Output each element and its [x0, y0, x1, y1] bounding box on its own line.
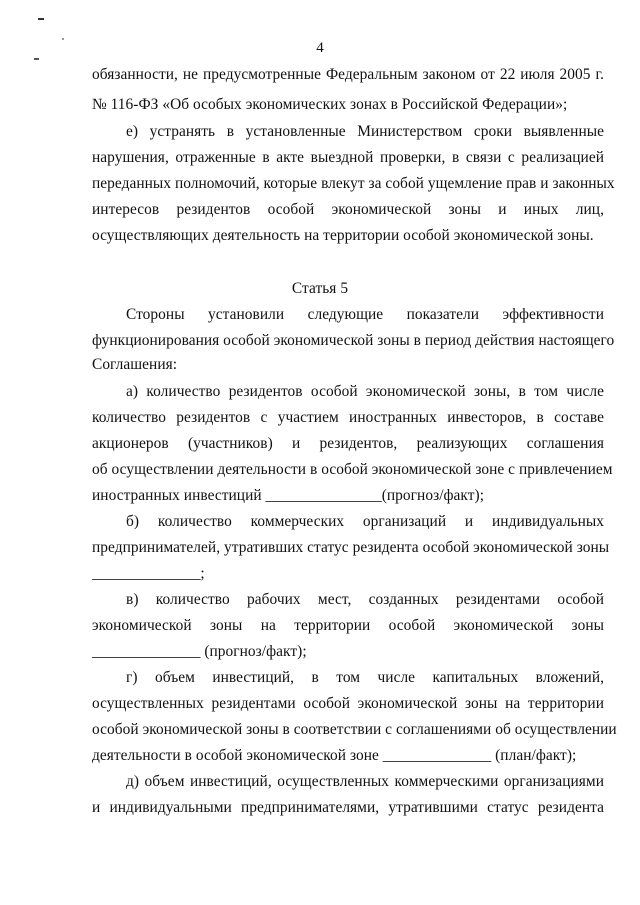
text-line: и индивидуальными предпринимателями, утратившими статус резидента	[92, 799, 604, 816]
text-line: об осуществлении деятельности в особой экономической зоне с привлечением	[92, 461, 613, 478]
text-line: № 116-ФЗ «Об особых экономических зонах в Российской Федерации»;	[92, 96, 568, 113]
text-line: б) количество коммерческих организаций и индивидуальных	[126, 513, 604, 530]
text-line: количество резидентов с участием иностранных инвесторов, в составе	[92, 409, 604, 426]
text-line: особой экономической зоны в соответствии с соглашениями об осуществлении	[92, 721, 617, 738]
text-line: осуществленных резидентами особой экономической зоны на территории	[92, 695, 604, 712]
text-line: осуществляющих деятельность на территории особой экономической зоны.	[92, 227, 594, 244]
text-line: предпринимателей, утративших статус резидента особой экономической зоны	[92, 539, 610, 556]
text-line: д) объем инвестиций, осуществленных коммерческими организациями	[126, 773, 604, 790]
scan-mark	[34, 58, 39, 60]
text-line: интересов резидентов особой экономической зоны и иных лиц,	[92, 201, 604, 218]
text-line: ______________;	[92, 565, 205, 582]
text-line: обязанности, не предусмотренные Федеральным законом от 22 июля 2005 г.	[92, 66, 604, 83]
text-line: в) количество рабочих мест, созданных резидентами особой	[126, 591, 604, 608]
text-line: е) устранять в установленные Министерством сроки выявленные	[126, 123, 604, 140]
text-line: нарушения, отраженные в акте выездной проверки, в связи с реализацией	[92, 149, 604, 166]
text-line: экономической зоны на территории особой экономической зоны	[92, 617, 604, 634]
page-number: 4	[316, 40, 324, 56]
text-line: а) количество резидентов особой экономической зоны, в том числе	[126, 383, 604, 400]
text-line: ______________ (прогноз/факт);	[92, 643, 307, 660]
text-line: деятельности в особой экономической зоне ______________ (план/факт);	[92, 747, 577, 764]
text-line: акционеров (участников) и резидентов, реализующих соглашения	[92, 435, 604, 452]
article-heading: Статья 5	[291, 280, 349, 297]
scan-mark	[38, 18, 44, 20]
text-line: переданных полномочий, которые влекут за собой ущемление прав и законных	[92, 175, 615, 192]
text-line: иностранных инвестиций _______________(прогноз/факт);	[92, 487, 485, 504]
text-line: функционирования особой экономической зоны в период действия настоящего	[92, 332, 615, 349]
text-line: Стороны установили следующие показатели эффективности	[126, 306, 604, 323]
text-line: Соглашения:	[92, 356, 178, 373]
text-line: г) объем инвестиций, в том числе капитальных вложений,	[126, 669, 604, 686]
